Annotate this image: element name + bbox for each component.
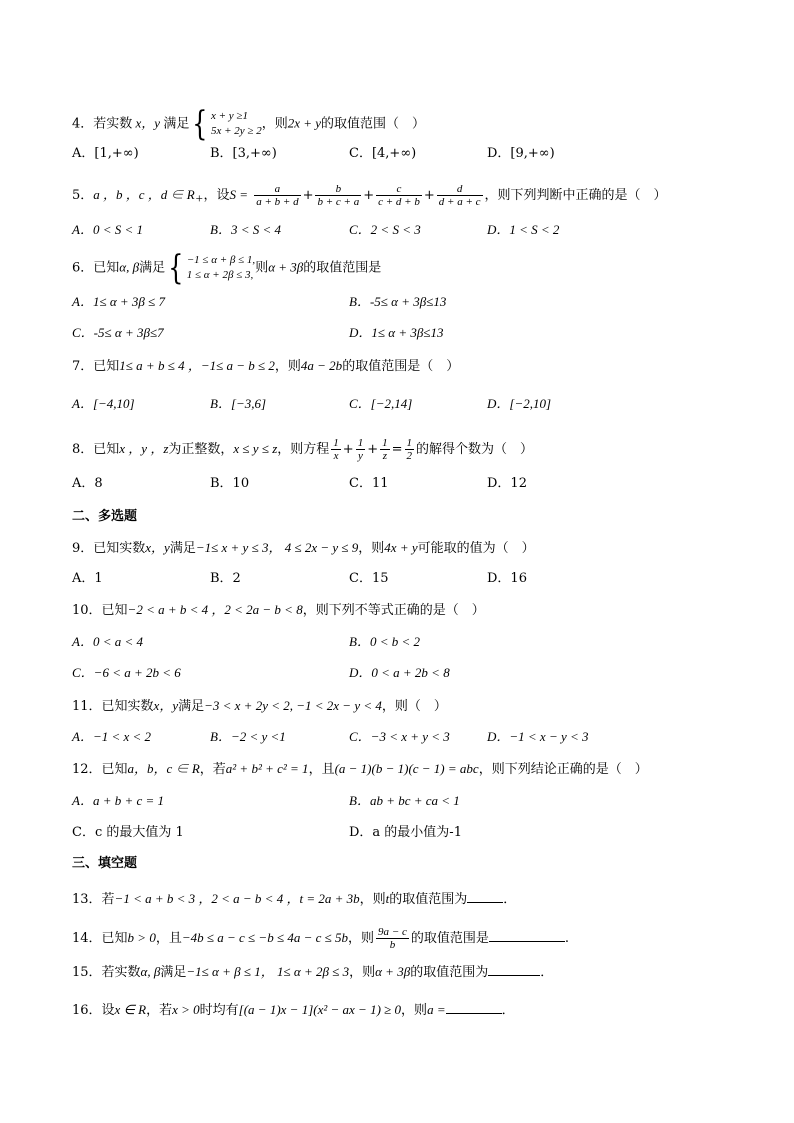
- q10-option-d: D．0 < a + 2b < 8: [349, 665, 450, 680]
- q16-expr: [(a − 1)x − 1](x² − ax − 1) ≥ 0: [238, 1002, 402, 1017]
- q4-sys2: 5x + 2y ≥ 2: [210, 125, 262, 137]
- q13-stem-b: ，则: [359, 892, 386, 907]
- q6-expr: α + 3β: [268, 259, 304, 275]
- question-7: [72, 358, 459, 375]
- q5-option-a: A．0 < S < 1: [72, 222, 143, 237]
- question-14: [72, 926, 569, 951]
- q11-stem-a: 11．已知实数: [72, 699, 154, 714]
- q9-option-a: A．1: [72, 571, 103, 586]
- q12-vars: a，b，c ∈ R: [127, 761, 200, 776]
- q4-stem: 4．若实数: [72, 116, 133, 132]
- q10-stem-a: 10．已知: [72, 603, 128, 618]
- q15-expr: α + 3β: [375, 964, 411, 979]
- q16-end: ．: [501, 1003, 515, 1018]
- q6-stem-b: 满足: [139, 260, 166, 276]
- q11-option-a: A．−1 < x < 2: [72, 729, 152, 744]
- q8-stem-c: ，则方程: [277, 442, 330, 457]
- q9-stem-a: 9．已知实数: [72, 541, 146, 556]
- q10-stem-b: ，则下列不等式正确的是（ ）: [302, 603, 485, 618]
- q7-option-b: B．[−3,6]: [210, 396, 267, 411]
- q6-sys1: −1 ≤ α + β ≤ 1,: [186, 254, 256, 266]
- q8-stem-b: 为正整数，: [168, 442, 234, 457]
- q14-stem-d: 的取值范围是: [410, 931, 489, 946]
- q8-cond: x ≤ y ≤ z: [233, 441, 278, 456]
- q5-frac-2: $\frac{b}{b + c + a}$: [317, 183, 360, 208]
- question-8: 8．已知x ，y ，z为正整数，x ≤ y ≤ z，则方程 $\frac{1}{x}$ + $\frac{1}{y}$ + $\frac{1}{z}$ = $\frac{1}{2}$ 的解得个数为（ ）: [72, 437, 534, 462]
- q7-stem-c: 的取值范围是（ ）: [342, 359, 460, 374]
- q16-a: a =: [427, 1002, 446, 1017]
- q14-stem-b: ，且: [155, 931, 182, 946]
- section-heading-multiple-choice: 二、多选题: [72, 509, 138, 524]
- question-5: 5．a ，b ，c ，d ∈ $R_+$，设S = $\frac{a}{a + b + d}$ + $\frac{b}{b + c + a}$ + $\frac{c}{c + d + b}$ + $\frac{d}{d + a + c}$ ，则下列判断中正确的是（ ）: [72, 183, 667, 208]
- q9-stem-c: ，则: [358, 541, 385, 556]
- q7-stem-b: ，则: [274, 359, 301, 374]
- q4-system: { x + y ≥1 5x + 2y ≥ 2: [192, 104, 262, 144]
- q9-stem-d: 可能取的值为（ ）: [417, 541, 535, 556]
- q7-option-c: C．[−2,14]: [349, 396, 413, 411]
- q5-vars: a ，b ，c ，d ∈ R: [93, 187, 195, 202]
- q14-frac: $\frac{9a - c}{b}$: [378, 926, 407, 951]
- q6-option-c: C．-5≤ α + 3β≤7: [72, 325, 164, 340]
- q8-eq: =: [391, 442, 403, 457]
- q12-stem-c: ，且: [308, 762, 335, 777]
- q6-sys2: 1 ≤ α + 2β ≤ 3,: [186, 269, 254, 281]
- q11-stem-b: 满足: [178, 699, 205, 714]
- q8-frac-x: $\frac{1}{x}$: [333, 437, 339, 462]
- q12-stem-b: ，若: [199, 762, 226, 777]
- q11-option-b: B．−2 < y <1: [210, 729, 286, 744]
- q8-frac-half: $\frac{1}{2}$: [406, 437, 413, 462]
- q5-frac-3: $\frac{c}{c + d + b}$: [378, 183, 420, 208]
- q6-option-a: A．1≤ α + 3β ≤ 7: [72, 294, 166, 309]
- question-11: [72, 698, 447, 715]
- question-16: [72, 1001, 515, 1019]
- q8-option-a: A．8: [72, 476, 103, 491]
- q7-stem-a: 7．已知: [72, 359, 120, 374]
- question-4: [72, 104, 426, 144]
- q14-stem-c: ，则: [348, 931, 375, 946]
- q8-stem-a: 8．已知: [72, 442, 120, 457]
- q5-frac-4: $\frac{d}{d + a + c}$: [438, 183, 481, 208]
- q12-option-b: B．ab + bc + ca < 1: [349, 793, 460, 808]
- q15-stem-c: ，则: [349, 965, 376, 980]
- q16-stem-d: ，则: [401, 1003, 428, 1018]
- q12-cond1: a² + b² + c² = 1: [225, 761, 309, 776]
- q6-stem-c: 则: [255, 260, 269, 276]
- q12-stem-d: ，则下列结论正确的是（ ）: [478, 762, 648, 777]
- question-15: [72, 963, 553, 981]
- q13-end: ．: [503, 892, 517, 907]
- q4-stem-c: ，则: [261, 116, 288, 132]
- q5-option-d: D．1 < S < 2: [487, 222, 560, 237]
- q4-option-a: A．[1,+∞): [72, 146, 139, 161]
- q15-stem-d: 的取值范围为: [410, 965, 489, 980]
- q16-c2: x > 0: [172, 1002, 200, 1017]
- q5-sub: +: [194, 190, 204, 206]
- q15-stem-b: 满足: [160, 965, 187, 980]
- q15-cond: −1≤ α + β ≤ 1， 1≤ α + 2β ≤ 3: [186, 964, 350, 979]
- q4-stem-d: 的取值范围（ ）: [321, 116, 426, 132]
- q9-option-d: D．16: [487, 571, 527, 586]
- q4-option-d: D．[9,+∞): [487, 146, 555, 161]
- q13-stem-c: 的取值范围为: [389, 892, 468, 907]
- q6-stem-d: 的取值范围是: [303, 260, 382, 276]
- q11-option-c: C．−3 < x + y < 3: [349, 729, 450, 744]
- q13-cond: −1 < a + b < 3 ，2 < a − b < 4 ，t = 2a + 3b: [114, 891, 360, 906]
- q16-stem-c: 时均有: [199, 1003, 239, 1018]
- q9-option-b: B．2: [210, 571, 241, 586]
- q5-s: S =: [229, 187, 249, 202]
- q9-vars: x，y: [145, 540, 170, 555]
- q10-option-a: A．0 < a < 4: [72, 634, 143, 649]
- q6-option-b: B．-5≤ α + 3β≤13: [349, 294, 447, 309]
- question-6: [72, 248, 382, 288]
- q15-stem-a: 15．若实数: [72, 965, 141, 980]
- q14-c2: −4b ≤ a − c ≤ −b ≤ 4a − c ≤ 5b: [181, 930, 349, 945]
- question-12: [72, 761, 648, 778]
- q5-stem-c: ，则下列判断中正确的是（ ）: [484, 188, 667, 203]
- q5-stem-a: 5．: [72, 188, 94, 203]
- q12-option-a: A．a + b + c = 1: [72, 793, 165, 808]
- q11-option-d: D．−1 < x − y < 3: [487, 729, 589, 744]
- q5-frac-1: $\frac{a}{a + b + d}$: [256, 183, 299, 208]
- q7-option-a: A．[−4,10]: [72, 396, 135, 411]
- q10-cond: −2 < a + b < 4 ，2 < 2a − b < 8: [127, 602, 303, 617]
- q5-option-b: B．3 < S < 4: [210, 222, 281, 237]
- q8-frac-y: $\frac{1}{y}$: [357, 437, 364, 462]
- q16-stem-b: ，若: [146, 1003, 173, 1018]
- q15-vars: α, β: [140, 964, 161, 979]
- q11-vars: x，y: [153, 698, 179, 713]
- q4-stem-b: 满足: [163, 116, 190, 132]
- q8-option-d: D．12: [487, 476, 527, 491]
- q6-system: { −1 ≤ α + β ≤ 1, 1 ≤ α + 2β ≤ 3,: [168, 248, 256, 288]
- question-9: [72, 540, 535, 557]
- q4-option-c: C．[4,+∞): [349, 146, 417, 161]
- q15-answer-blank[interactable]: [488, 963, 540, 976]
- q8-frac-z: $\frac{1}{z}$: [382, 437, 388, 462]
- q14-stem-a: 14．已知: [72, 931, 128, 946]
- q4-expr: 2x + y: [287, 115, 322, 131]
- section-heading-fill-in: 三、填空题: [72, 856, 138, 871]
- q12-stem-a: 12．已知: [72, 762, 128, 777]
- q10-option-c: C．−6 < a + 2b < 6: [72, 665, 181, 680]
- q13-answer-blank[interactable]: [467, 890, 503, 903]
- q4-option-b: B．[3,+∞): [210, 146, 277, 161]
- q8-vars: x ，y ，z: [119, 441, 169, 456]
- q9-expr: 4x + y: [384, 540, 418, 555]
- q8-option-b: B．10: [210, 476, 250, 491]
- q9-stem-b: 满足: [169, 541, 196, 556]
- q10-option-b: B．0 < b < 2: [349, 634, 420, 649]
- q9-cond: −1≤ x + y ≤ 3， 4 ≤ 2x − y ≤ 9: [195, 540, 359, 555]
- q7-expr: 4a − 2b: [300, 358, 343, 373]
- q14-end: .: [564, 931, 569, 946]
- q12-option-c: C．c 的最大值为 1: [72, 825, 184, 840]
- q15-end: ．: [540, 965, 554, 980]
- question-13: [72, 890, 516, 908]
- q6-vars: α, β: [119, 259, 140, 275]
- q8-option-c: C．11: [349, 476, 389, 491]
- q7-option-d: D．[−2,10]: [487, 396, 552, 411]
- q16-answer-blank[interactable]: [446, 1001, 502, 1014]
- q12-option-d: D．a 的最小值为-1: [349, 825, 462, 840]
- q6-stem-a: 6．已知: [72, 260, 120, 276]
- q16-c1: x ∈ R: [114, 1002, 147, 1017]
- q16-stem-a: 16．设: [72, 1003, 115, 1018]
- q6-option-d: D．1≤ α + 3β≤13: [349, 325, 444, 340]
- q8-stem-d: 的解得个数为（ ）: [416, 442, 534, 457]
- question-10: [72, 602, 485, 619]
- q13-stem-a: 13．若: [72, 892, 115, 907]
- q5-stem-b: ，设: [203, 188, 230, 203]
- q7-cond: 1≤ a + b ≤ 4 ，−1≤ a − b ≤ 2: [119, 358, 275, 373]
- q12-cond2: (a − 1)(b − 1)(c − 1) = abc: [334, 761, 479, 776]
- q4-sys1: x + y ≥1: [210, 110, 248, 122]
- q4-vars: x，y: [132, 115, 164, 131]
- q11-cond: −3 < x + 2y < 2, −1 < 2x − y < 4: [204, 698, 382, 713]
- q14-c1: b > 0: [127, 930, 156, 945]
- q5-option-c: C．2 < S < 3: [349, 222, 421, 237]
- q13-t: t: [385, 891, 390, 906]
- q14-answer-blank[interactable]: [489, 929, 565, 942]
- q11-stem-c: ，则（ ）: [381, 699, 447, 714]
- q9-option-c: C．15: [349, 571, 389, 586]
